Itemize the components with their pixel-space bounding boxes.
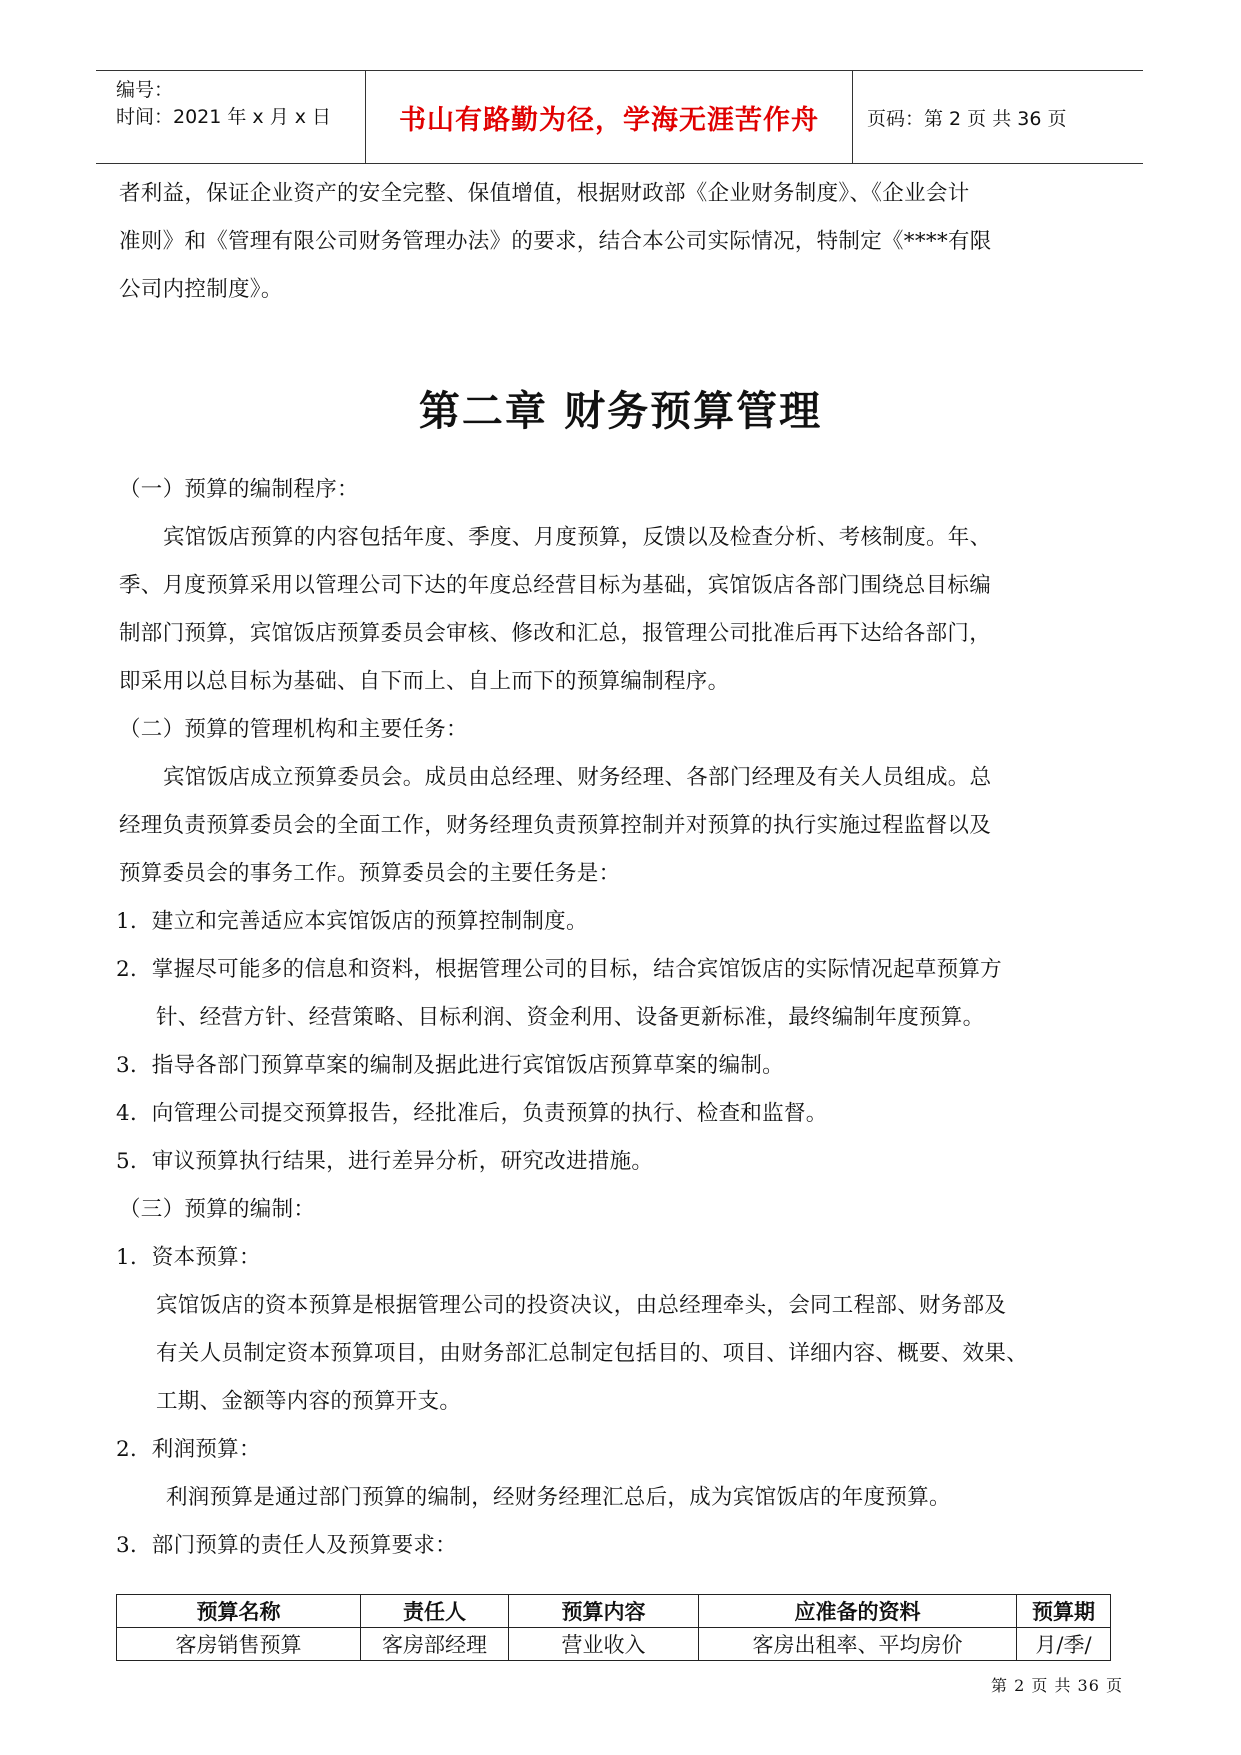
chapter-title: 第二章 财务预算管理 [418, 387, 823, 435]
section-1-line: 季、月度预算采用以管理公司下达的年度总经营目标为基础，宾馆饭店各部门围绕总目标编 [119, 573, 992, 598]
table-cell: 客房出租率、平均房价 [699, 1628, 1017, 1661]
header-motto: 书山有路勤为径，学海无涯苦作舟 [366, 71, 853, 163]
section-2-item: 1．建立和完善适应本宾馆饭店的预算控制制度。 [116, 909, 588, 934]
table-header-row [117, 1595, 1111, 1628]
section-2-line: 宾馆饭店成立预算委员会。成员由总经理、财务经理、各部门经理及有关人员组成。总 [163, 765, 992, 790]
section-3-item-1: 1．资本预算： [116, 1245, 261, 1270]
budget-responsibility-table [116, 1594, 1111, 1661]
section-2-heading: （二）预算的管理机构和主要任务： [119, 717, 468, 742]
intro-line-2: 准则》和《管理有限公司财务管理办法》的要求，结合本公司实际情况，特制定《****有限 [119, 229, 992, 254]
section-2-line: 预算委员会的事务工作。预算委员会的主要任务是： [119, 861, 621, 886]
section-3-heading: （三）预算的编制： [119, 1197, 316, 1222]
table-cell: 营业收入 [509, 1628, 699, 1661]
table-cell: 客房销售预算 [117, 1628, 361, 1661]
time-label: 时间：2021 年 x 月 x 日 [116, 106, 332, 128]
section-3-item-2-line: 利润预算是通过部门预算的编制，经财务经理汇总后，成为宾馆饭店的年度预算。 [166, 1485, 951, 1510]
serial-label: 编号： [116, 79, 174, 101]
header-page-label: 页码：第 2 页 共 36 页 [867, 107, 1067, 130]
section-2-item: 5．审议预算执行结果，进行差异分析，研究改进措施。 [116, 1149, 654, 1174]
section-3-item-3: 3．部门预算的责任人及预算要求： [116, 1533, 457, 1558]
table-cell: 客房部经理 [361, 1628, 509, 1661]
col-header-responsible: 责任人 [361, 1595, 509, 1628]
col-header-period: 预算期 [1017, 1595, 1111, 1628]
footer-page-number: 第 2 页 共 36 页 [991, 1676, 1123, 1695]
section-3-item-1-line: 有关人员制定资本预算项目，由财务部汇总制定包括目的、项目、详细内容、概要、效果、 [156, 1341, 1029, 1366]
section-3-item-1-line: 宾馆饭店的资本预算是根据管理公司的投资决议，由总经理牵头，会同工程部、财务部及 [156, 1293, 1007, 1318]
header-meta [96, 71, 366, 163]
section-2-item-continuation: 针、经营方针、经营策略、目标利润、资金利用、设备更新标准，最终编制年度预算。 [156, 1005, 985, 1030]
section-1-line: 宾馆饭店预算的内容包括年度、季度、月度预算，反馈以及检查分析、考核制度。年、 [163, 525, 992, 550]
table-row [117, 1628, 1111, 1661]
section-1-heading: （一）预算的编制程序： [119, 477, 359, 502]
intro-line-3: 公司内控制度》。 [119, 277, 283, 302]
intro-line-1: 者利益，保证企业资产的安全完整、保值增值，根据财政部《企业财务制度》、《企业会计 [119, 181, 970, 206]
col-header-materials: 应准备的资料 [699, 1595, 1017, 1628]
section-2-item: 2．掌握尽可能多的信息和资料，根据管理公司的目标，结合宾馆饭店的实际情况起草预算方 [116, 957, 1002, 982]
table-cell: 月/季/ [1017, 1628, 1111, 1661]
section-2-item: 3．指导各部门预算草案的编制及据此进行宾馆饭店预算草案的编制。 [116, 1053, 784, 1078]
section-1-line: 即采用以总目标为基础、自下而上、自上而下的预算编制程序。 [119, 669, 730, 694]
section-2-line: 经理负责预算委员会的全面工作，财务经理负责预算控制并对预算的执行实施过程监督以及 [119, 813, 992, 838]
col-header-content: 预算内容 [509, 1595, 699, 1628]
section-2-item: 4．向管理公司提交预算报告，经批准后，负责预算的执行、检查和监督。 [116, 1101, 828, 1126]
section-1-line: 制部门预算，宾馆饭店预算委员会审核、修改和汇总，报管理公司批准后再下达给各部门， [119, 621, 992, 646]
page-header [96, 70, 1143, 164]
col-header-budget-name: 预算名称 [117, 1595, 361, 1628]
section-3-item-2: 2．利润预算： [116, 1437, 261, 1462]
section-3-item-1-line: 工期、金额等内容的预算开支。 [156, 1389, 462, 1414]
